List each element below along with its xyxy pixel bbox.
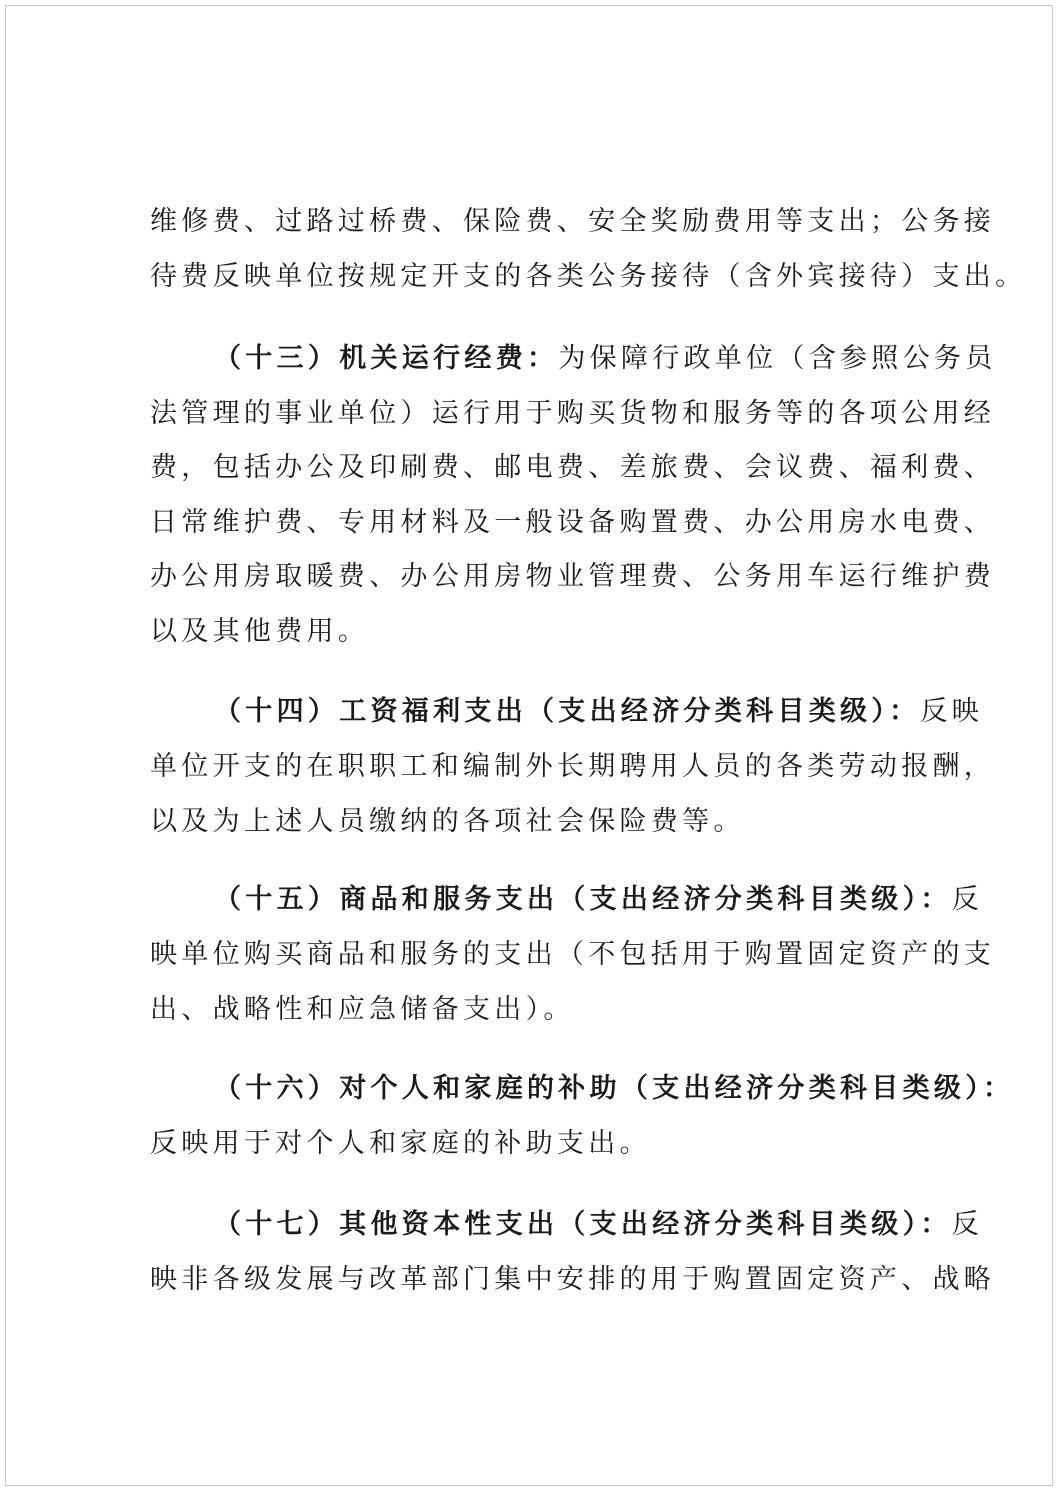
paragraph-first-line [214, 695, 983, 729]
paragraph-line: 以及其他费用。 [150, 616, 370, 647]
paragraph-line: 映非各级发展与改革部门集中安排的用于购置固定资产、战略 [150, 1264, 996, 1295]
paragraph-first-line [214, 342, 997, 376]
paragraph-line: 费，包括办公及印刷费、邮电费、差旅费、会议费、福利费、 [150, 452, 996, 483]
section-heading-17: （十七）其他资本性支出（支出经济分类科目类级）： [214, 1209, 952, 1240]
paragraph-first-line [214, 1208, 983, 1242]
section-heading-15: （十五）商品和服务支出（支出经济分类科目类级）： [214, 884, 952, 915]
paragraph-text: 反 [951, 1209, 984, 1240]
section-heading-13: （十三）机关运行经费： [214, 343, 559, 374]
paragraph-line: 维修费、过路过桥费、保险费、安全奖励费用等支出；公务接 [150, 206, 996, 237]
paragraph-text: 反 [951, 884, 984, 915]
paragraph-text: 反映 [920, 696, 984, 727]
section-heading-14: （十四）工资福利支出（支出经济分类科目类级）： [214, 696, 921, 727]
paragraph-line: 日常维护费、专用材料及一般设备购置费、办公用房水电费、 [150, 507, 996, 538]
paragraph-line: 映单位购买商品和服务的支出（不包括用于购置固定资产的支 [150, 939, 996, 970]
paragraph-line: 法管理的事业单位）运行用于购买货物和服务等的各项公用经 [150, 398, 996, 429]
paragraph-line: 反映用于对个人和家庭的补助支出。 [150, 1128, 651, 1159]
paragraph-line: 办公用房取暖费、办公用房物业管理费、公务用车运行维护费 [150, 561, 996, 592]
paragraph-first-line [214, 883, 983, 917]
paragraph-line: 以及为上述人员缴纳的各项社会保险费等。 [150, 806, 745, 837]
paragraph-line: 待费反映单位按规定开支的各类公务接待（含外宾接待）支出。 [150, 261, 1027, 292]
paragraph-line: 出、战略性和应急储备支出）。 [150, 994, 575, 1025]
paragraph-line: 单位开支的在职职工和编制外长期聘用人员的各类劳动报酬， [150, 751, 996, 782]
paragraph-text: 为保障行政单位（含参照公务员 [558, 343, 997, 374]
section-heading-16: （十六）对个人和家庭的补助（支出经济分类科目类级）： [214, 1073, 1015, 1104]
paragraph-first-line [214, 1072, 1014, 1106]
document-page [5, 5, 1053, 1486]
